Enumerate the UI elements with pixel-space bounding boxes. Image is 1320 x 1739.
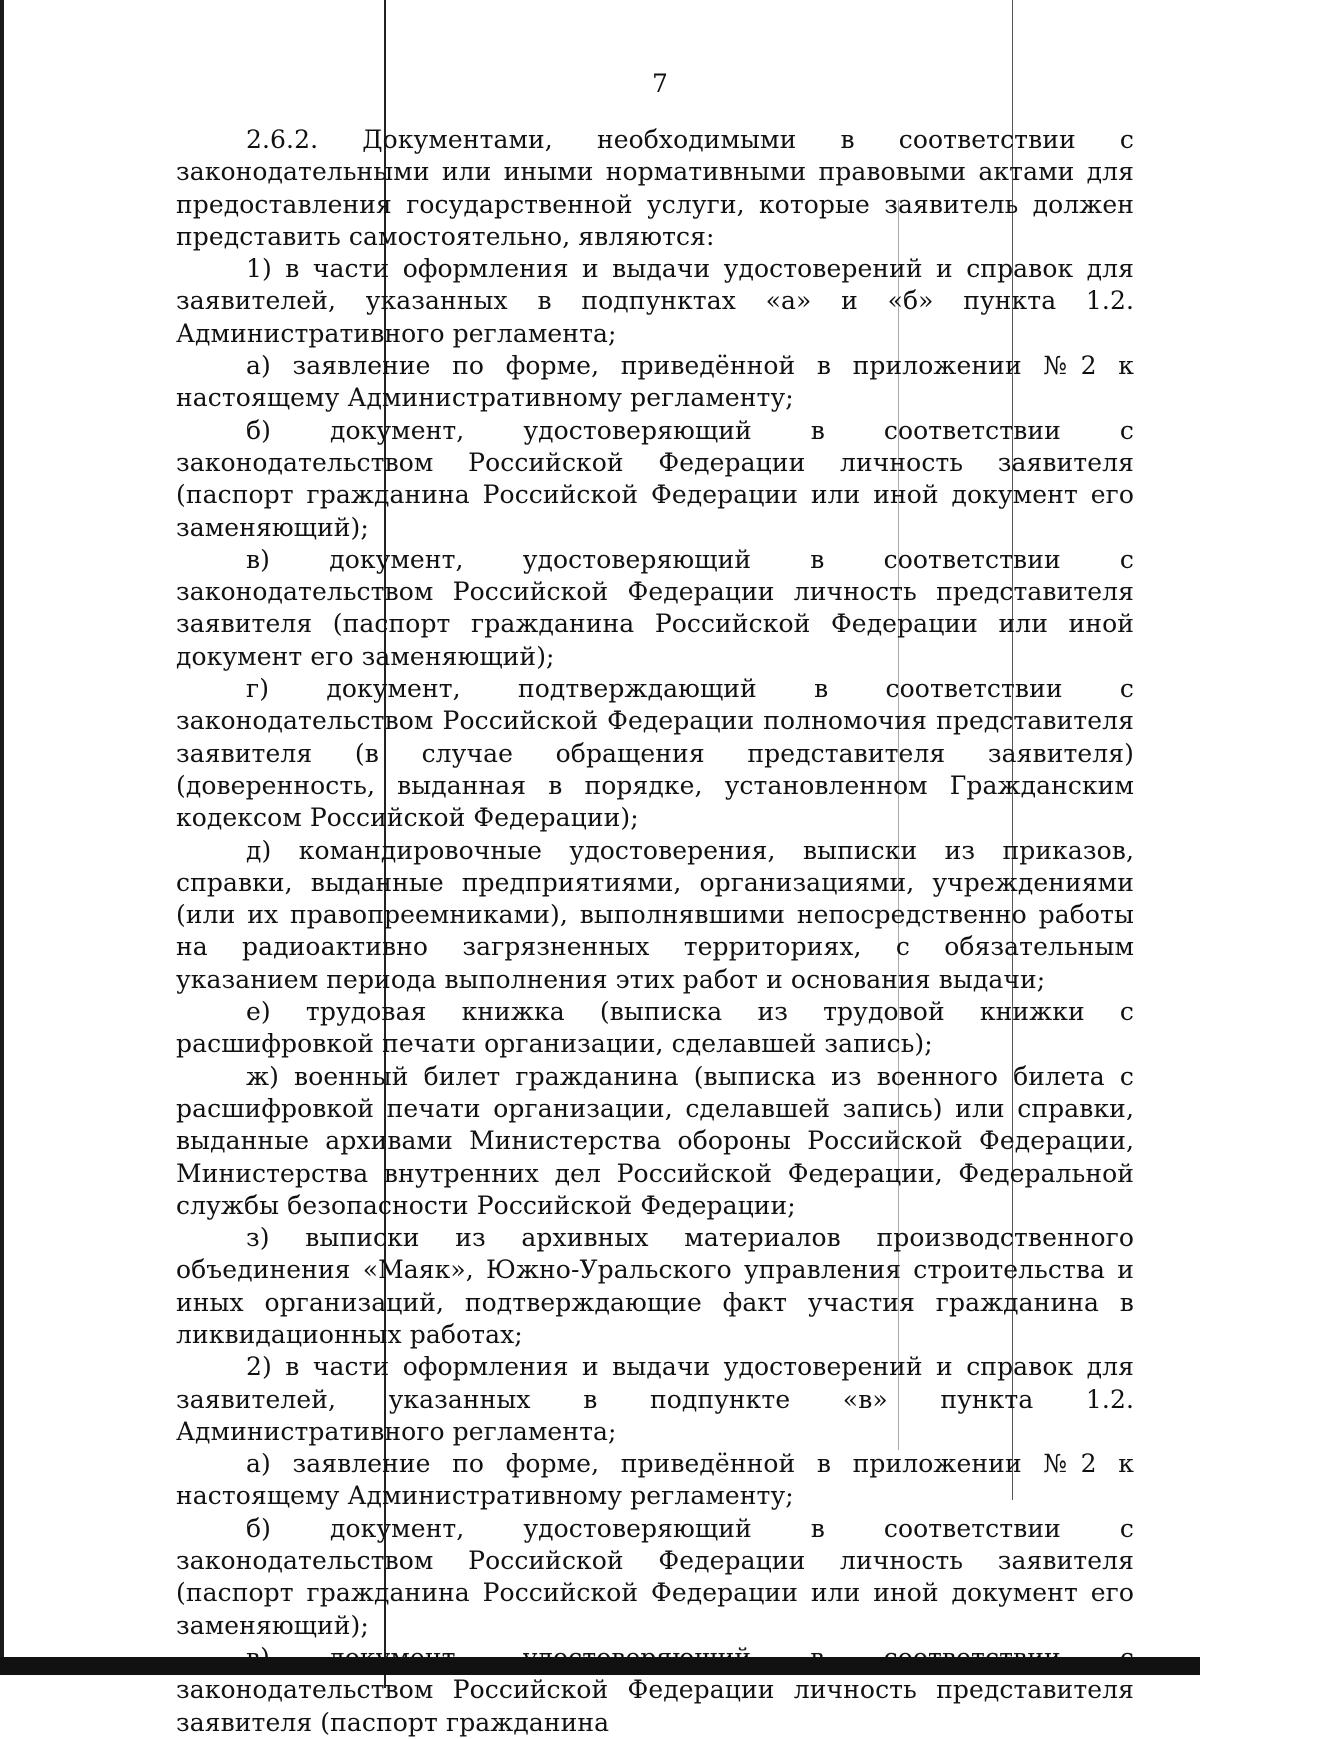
paragraph-item-2: 2) в части оформления и выдачи удостоверений и справок для заявителей, указанных в подпункте «в» пункта 1.2. Административного регламента; [176, 1352, 1134, 1446]
paragraph-item-2a: а) заявление по форме, приведённой в приложении №2 к настоящему Административному регламенту; [176, 1449, 1134, 1511]
paragraph-2-6-2: 2.6.2. Документами, необходимыми в соответствии с законодательными или иными нормативными правовыми актами для предоставления государственной услуги, которые заявитель должен представить самостоятельно, являются: [176, 125, 1134, 251]
paragraph-item-1zh: ж) военный билет гражданина (выписка из военного билета с расшифровкой печати организации, сделавшей запись) или справки, выданные архивами Министерства обороны Российской Федерации, Министерства внутренних дел Российской Федерации, Федеральной службы безопасности Российской Федерации; [176, 1061, 1134, 1220]
paragraph-item-2v: законодательством Российской Федерации личность представителя заявителя (паспорт гражданина [176, 1675, 1134, 1737]
paragraph-item-2b: б) документ, удостоверяющий в соответствии с законодательством Российской Федерации личность заявителя (паспорт гражданина Российской Федерации или иной документ его заменяющий); [176, 1513, 1134, 1640]
paragraph-item-1z: з) выписки из архивных материалов производственного объединения «Маяк», Южно-Уральского управления строительства и иных организаций, подтверждающие факт участия гражданина в ликвидационных работах; [176, 1223, 1134, 1349]
scan-edge-shadow [0, 0, 4, 1660]
document-body [176, 124, 1134, 1739]
scan-bottom-border [0, 1657, 1200, 1675]
paragraph-item-1v: в) документ, удостоверяющий в соответствии с законодательством Российской Федерации личность представителя заявителя (паспорт гражданина Российской Федерации или иной документ его заменяющий); [176, 544, 1134, 671]
paragraph-item-1d: д) командировочные удостоверения, выписки из приказов, справки, выданные предприятиями, организациями, учреждениями (или их правопреемниками), выполнявшими непосредственно работы на радиоактивно загрязненных территориях, с обязательным указанием периода выполнения этих работ и основания выдачи; [176, 835, 1134, 994]
paragraph-item-1a: а) заявление по форме, приведённой в приложении №2 к настоящему Административному регламенту; [176, 351, 1134, 413]
paragraph-item-1e: е) трудовая книжка (выписка из трудовой книжки с расшифровкой печати организации, сделавшей запись); [176, 997, 1134, 1059]
page-number: 7 [652, 69, 668, 98]
paragraph-item-1: 1) в части оформления и выдачи удостоверений и справок для заявителей, указанных в подпунктах «а» и «б» пункта 1.2. Административного регламента; [176, 254, 1134, 348]
paragraph-item-1g: г) документ, подтверждающий в соответствии с законодательством Российской Федерации полномочия представителя заявителя (в случае обращения представителя заявителя) (доверенность, выданная в порядке, установленном Гражданским кодексом Российской Федерации); [176, 674, 1134, 833]
paragraph-item-1b: б) документ, удостоверяющий в соответствии с законодательством Российской Федерации личность заявителя (паспорт гражданина Российской Федерации или иной документ его заменяющий); [176, 415, 1134, 542]
